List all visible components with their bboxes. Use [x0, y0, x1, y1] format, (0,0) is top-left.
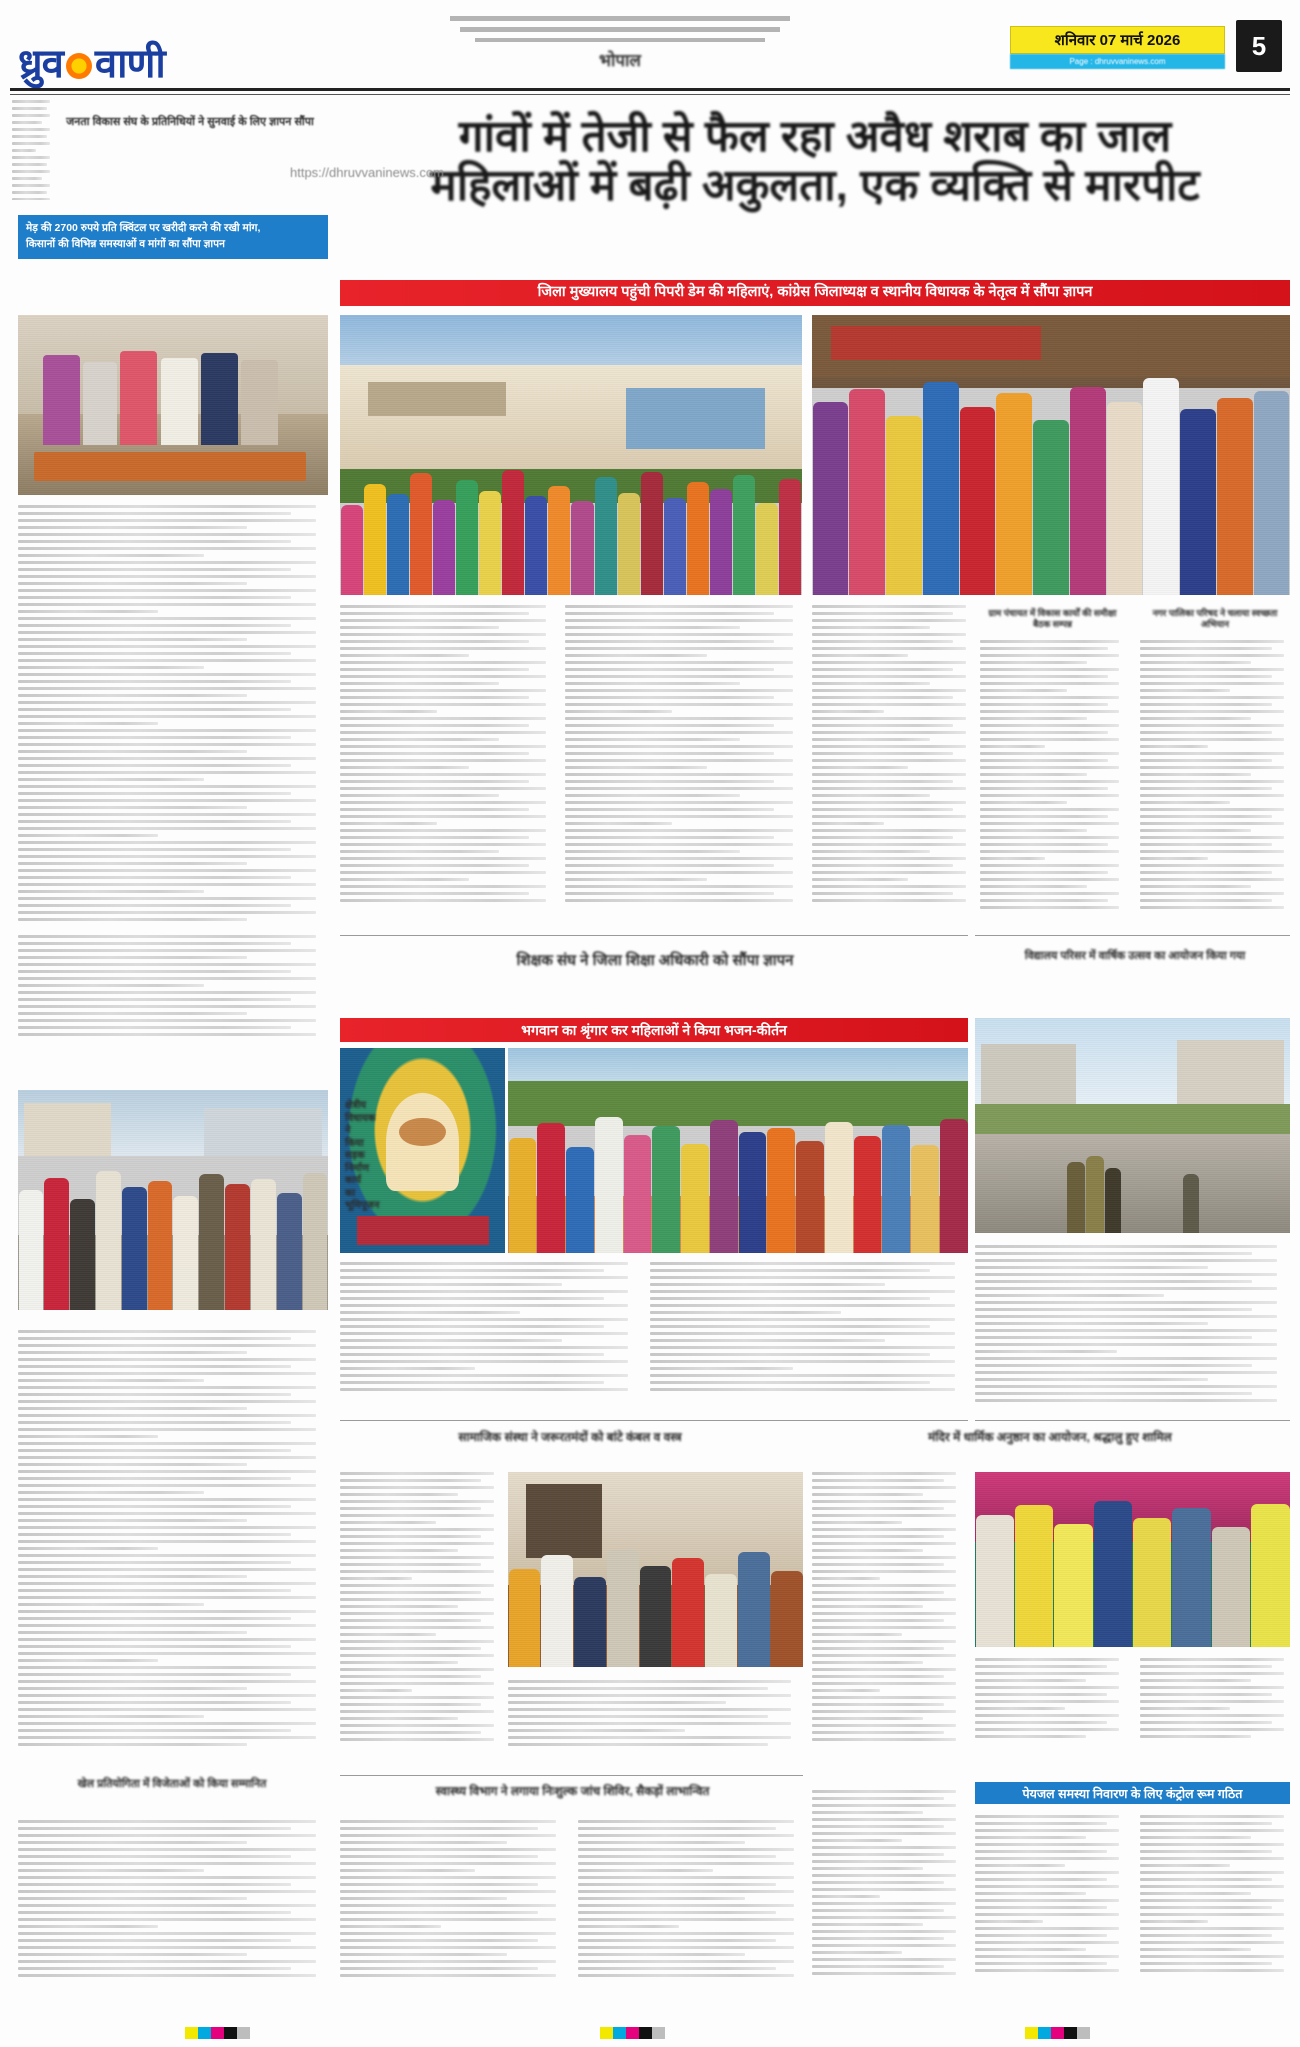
divider-bottom-1: [340, 1775, 803, 1776]
blue-highlight-strip: [18, 215, 328, 259]
photo-indoor-distribution: [508, 1472, 803, 1667]
divider-mid-2: [975, 935, 1290, 936]
mid-red-banner: भगवान का श्रृंगार कर महिलाओं ने किया भजन-कीर्तन: [340, 1018, 968, 1042]
bottom-blue-banner: पेयजल समस्या निवारण के लिए कंट्रोल रूम गठित: [975, 1782, 1290, 1804]
text-block-low-3: [975, 1658, 1125, 1768]
text-block-low-2: [812, 1472, 962, 1762]
masthead-logo-word2: वाणी: [94, 42, 165, 86]
photo-street-patrol: [975, 1018, 1290, 1233]
photo-felicitation: [975, 1472, 1290, 1647]
text-block-low-5: [508, 1680, 803, 1770]
photo-ritual-gathering: [508, 1048, 968, 1253]
photo-temple-gathering: [340, 315, 802, 595]
text-block-left-2: [18, 935, 328, 1065]
masthead-logo: [18, 34, 165, 89]
subhead-3: शिक्षक संघ ने जिला शिक्षा अधिकारी को सौंपा ज्ञापन: [516, 952, 794, 969]
masthead-logo-word1: ध्रुव: [18, 42, 63, 86]
color-bar-center: [600, 2027, 665, 2039]
photo-public-meeting: [18, 1090, 328, 1310]
site-watermark: https://dhruvvaninews.com: [290, 165, 444, 180]
text-block-bottom-right-1: [812, 1790, 962, 1990]
color-bar-right: [1025, 2027, 1090, 2039]
text-block-bottom-left: [18, 1820, 328, 1990]
subhead-6: मंदिर में धार्मिक अनुष्ठान का आयोजन, श्रद्धालु हुए शामिल: [928, 1430, 1172, 1444]
text-block-mid-1: [340, 605, 555, 925]
main-headline-line1: गांवों में तेजी से फैल रहा अवैध शराब का जाल: [458, 112, 1172, 161]
photo-award-ceremony: [18, 315, 328, 495]
text-block-right-3: [1140, 640, 1290, 925]
date-box: [1010, 26, 1225, 69]
top-red-banner: जिला मुख्यालय पहुंची पिपरी डेम की महिलाएं, कांग्रेस जिलाध्यक्ष व स्थानीय विधायक के नेतृत्व में सौंपा ज्ञापन: [340, 280, 1290, 306]
subhead-2: नगर पालिका परिषद ने चलाया स्वच्छता अभियान: [1152, 608, 1278, 630]
footer-registration-bars: [0, 2019, 1300, 2039]
divider-mid-1: [340, 935, 968, 936]
subhead-5: सामाजिक संस्था ने जरूरतमंदों को बांटे कंबल व वस्त्र: [458, 1430, 682, 1444]
page-number-badge: 5: [1236, 20, 1282, 72]
color-bar-left: [185, 2027, 250, 2039]
masthead-divider: [10, 88, 1290, 91]
text-block-left-3: [18, 1330, 328, 1750]
text-block-bottom-mid-1: [340, 1820, 565, 1990]
divider-mid-4: [975, 1420, 1290, 1421]
text-block-low-1: [340, 1472, 500, 1762]
divider-mid-3: [340, 1420, 968, 1421]
text-block-mid-3: [340, 1262, 640, 1417]
subhead-1: ग्राम पंचायत में विकास कार्यों की समीक्षा बैठक सम्पन्न: [988, 608, 1117, 630]
blue-strip-line2: किसानों की विभिन्न समस्याओं व मांगों का सौंपा ज्ञापन: [26, 237, 225, 250]
blue-strip-line1: मेड़ की 2700 रुपये प्रति क्विंटल पर खरीदी करने की रखी मांग,: [26, 222, 261, 234]
text-block-mid-4: [650, 1262, 968, 1417]
text-block-bottom-right-3: [1140, 1815, 1290, 1990]
subhead-4: विद्यालय परिसर में वार्षिक उत्सव का आयोजन किया गया: [1024, 950, 1246, 962]
text-block-bottom-right-2: [975, 1815, 1125, 1990]
sun-icon: [66, 53, 92, 79]
text-block-bottom-mid-2: [578, 1820, 803, 1990]
text-block-top-left: [12, 100, 52, 200]
text-block-right-1: [812, 605, 972, 925]
masthead-city: भोपाल: [599, 51, 641, 70]
text-block-low-4: [1140, 1658, 1290, 1768]
text-block-right-2: [980, 640, 1125, 925]
website-strip: Page : dhruvvaninews.com: [1010, 54, 1225, 69]
masthead-divider-thin: [10, 94, 1290, 95]
masthead-center-block: [440, 16, 800, 71]
date-text: शनिवार 07 मार्च 2026: [1010, 26, 1225, 54]
text-block-left-1: [18, 505, 328, 925]
subhead-8: स्वास्थ्य विभाग ने लगाया निःशुल्क जांच शिविर, सैकड़ों लाभान्वित: [435, 1784, 710, 1798]
mini-headline: जनता विकास संघ के प्रतिनिधियों ने सुनवाई के लिए ज्ञापन सौंपा: [66, 116, 314, 128]
main-headline-line2: महिलाओं में बढ़ी अकुलता, एक व्यक्ति से मारपीट: [430, 161, 1200, 211]
photo-memorandum-handover: [812, 315, 1290, 595]
text-block-right-4: [975, 1245, 1290, 1415]
text-block-mid-2: [565, 605, 802, 925]
subhead-7: खेल प्रतियोगिता में विजेताओं को किया सम्मानित: [77, 1778, 267, 1790]
main-headline: [340, 112, 1290, 211]
